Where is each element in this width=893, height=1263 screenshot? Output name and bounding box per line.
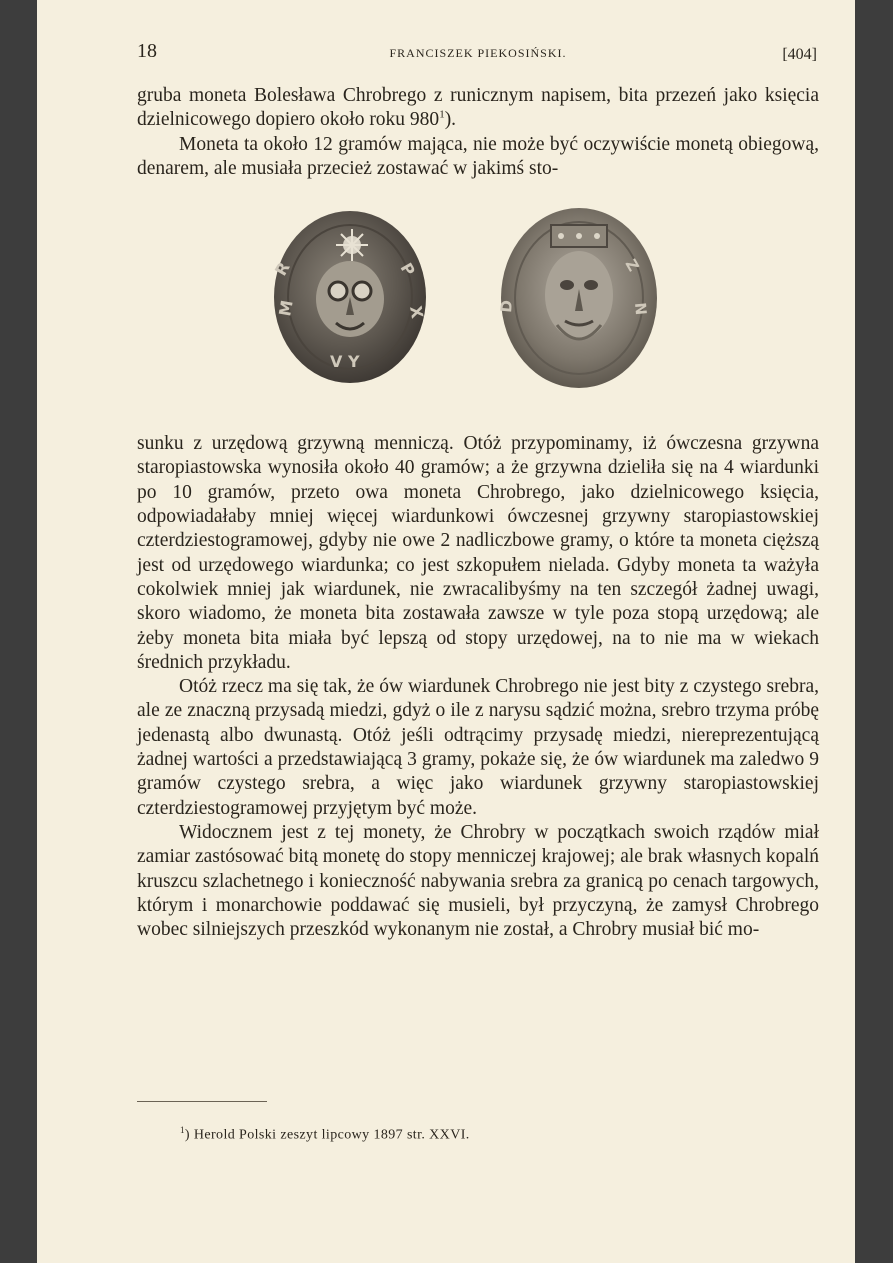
paragraph-2b: sunku z urzędową grzywną menniczą. Otóż przypominamy, iż ówczesna grzywna staropiastowska wynosiła około 40 gramów; a że grzywna dzieliła się na 4 wiardunki po 10 gramów, przeto owa moneta Chrobrego, jako dzielnicowego księcia, odpowiadałaby mniej więcej wiardunkowi ówczesnej grzywny staropiastowskiej czterdziestogramowej, gdyby nie owe 2 nadliczbowe gramy, o które ta moneta cięższą jest od urzędowego wiardunka; co jest szkopułem nielada. Gdyby moneta ta ważyła cokolwiek mniej jak wiardunek, nie zwracalibyśmy na ten szczegół żadnej uwagi, skoro wiadomo, że moneta bita zostawała zawsze w tyle poza stopą urzędową; ale żeby moneta bita miała być lepszą od stopy urzędowej, na to nie ma w wiekach średnich przykładu. (137, 433, 819, 673)
footnote-marker: 1 (180, 1125, 185, 1135)
paragraph-1: gruba moneta Bolesława Chrobrego z runicznym napisem, bita przezeń jako księcia dzielnicowego dopiero około roku $980^1$). (137, 85, 819, 131)
svg-text:P: P (396, 259, 419, 280)
svg-text:V Y: V Y (330, 352, 360, 372)
svg-text:N: N (631, 301, 651, 317)
paragraph-4: Widocznem jest z tej monety, że Chrobry w początkach swoich rządów miał zamiar zastósować bitą monetę do stopy menniczej krajowej; ale brak własnych kopalń kruszcu szlachetnego i konieczność nabywania srebra za granicą po cenach targowych, którym i monarchowie poddawać się musieli, był przyczyną, że zamysł Chrobrego wobec silniejszych przeszkód wykonanym nie został, a Chrobry musiał bić mo- (137, 821, 819, 941)
svg-text:M: M (275, 298, 297, 318)
footnote-ref[interactable]: 1 (439, 108, 445, 121)
svg-text:X: X (406, 304, 427, 321)
paragraph-3: Otóż rzecz ma się tak, że ów wiardunek Chrobrego nie jest bity z czystego srebra, ale ze znaczną przysadą miedzi, gdyż o ile z narysu sądzić można, srebro trzyma próbę jedenastą albo dwunastą. Otóż jeśli odtrącimy przysadę miedzi, niereprezentującą żadnej wartości a przedstawiającą 3 gramy, pokaże się, że ów wiardunek ma zaledwo 9 gramów czystego srebra, a więc jako wiardunek grzywny staropiastowskiej czterdziestogramowej przyjętym być może. (137, 676, 819, 819)
page-number: 18 (137, 40, 157, 62)
bracket-page-number: [404] (782, 46, 817, 63)
footnote-divider (137, 1101, 267, 1102)
svg-text:Z: Z (621, 256, 643, 275)
body-text (137, 84, 819, 942)
coin-reverse-image (497, 203, 661, 393)
coin-illustration (137, 195, 819, 420)
running-title: FRANCISZEK PIEKOSIŃSKI. (389, 46, 567, 60)
footnote (180, 1121, 780, 1145)
svg-text:R: R (271, 259, 294, 280)
page-header (137, 40, 819, 64)
paragraph-2a: Moneta ta około 12 gramów mająca, nie może być oczywiście monetą obiegową, denarem, ale musiała przecież zostawać w jakimś sto- (137, 133, 819, 179)
footnote-text: ) Herold Polski zeszyt lipcowy 1897 str. XXVI. (184, 1127, 470, 1143)
book-page (37, 0, 855, 1263)
coin-obverse-image (270, 207, 430, 387)
svg-text:D: D (497, 299, 517, 314)
